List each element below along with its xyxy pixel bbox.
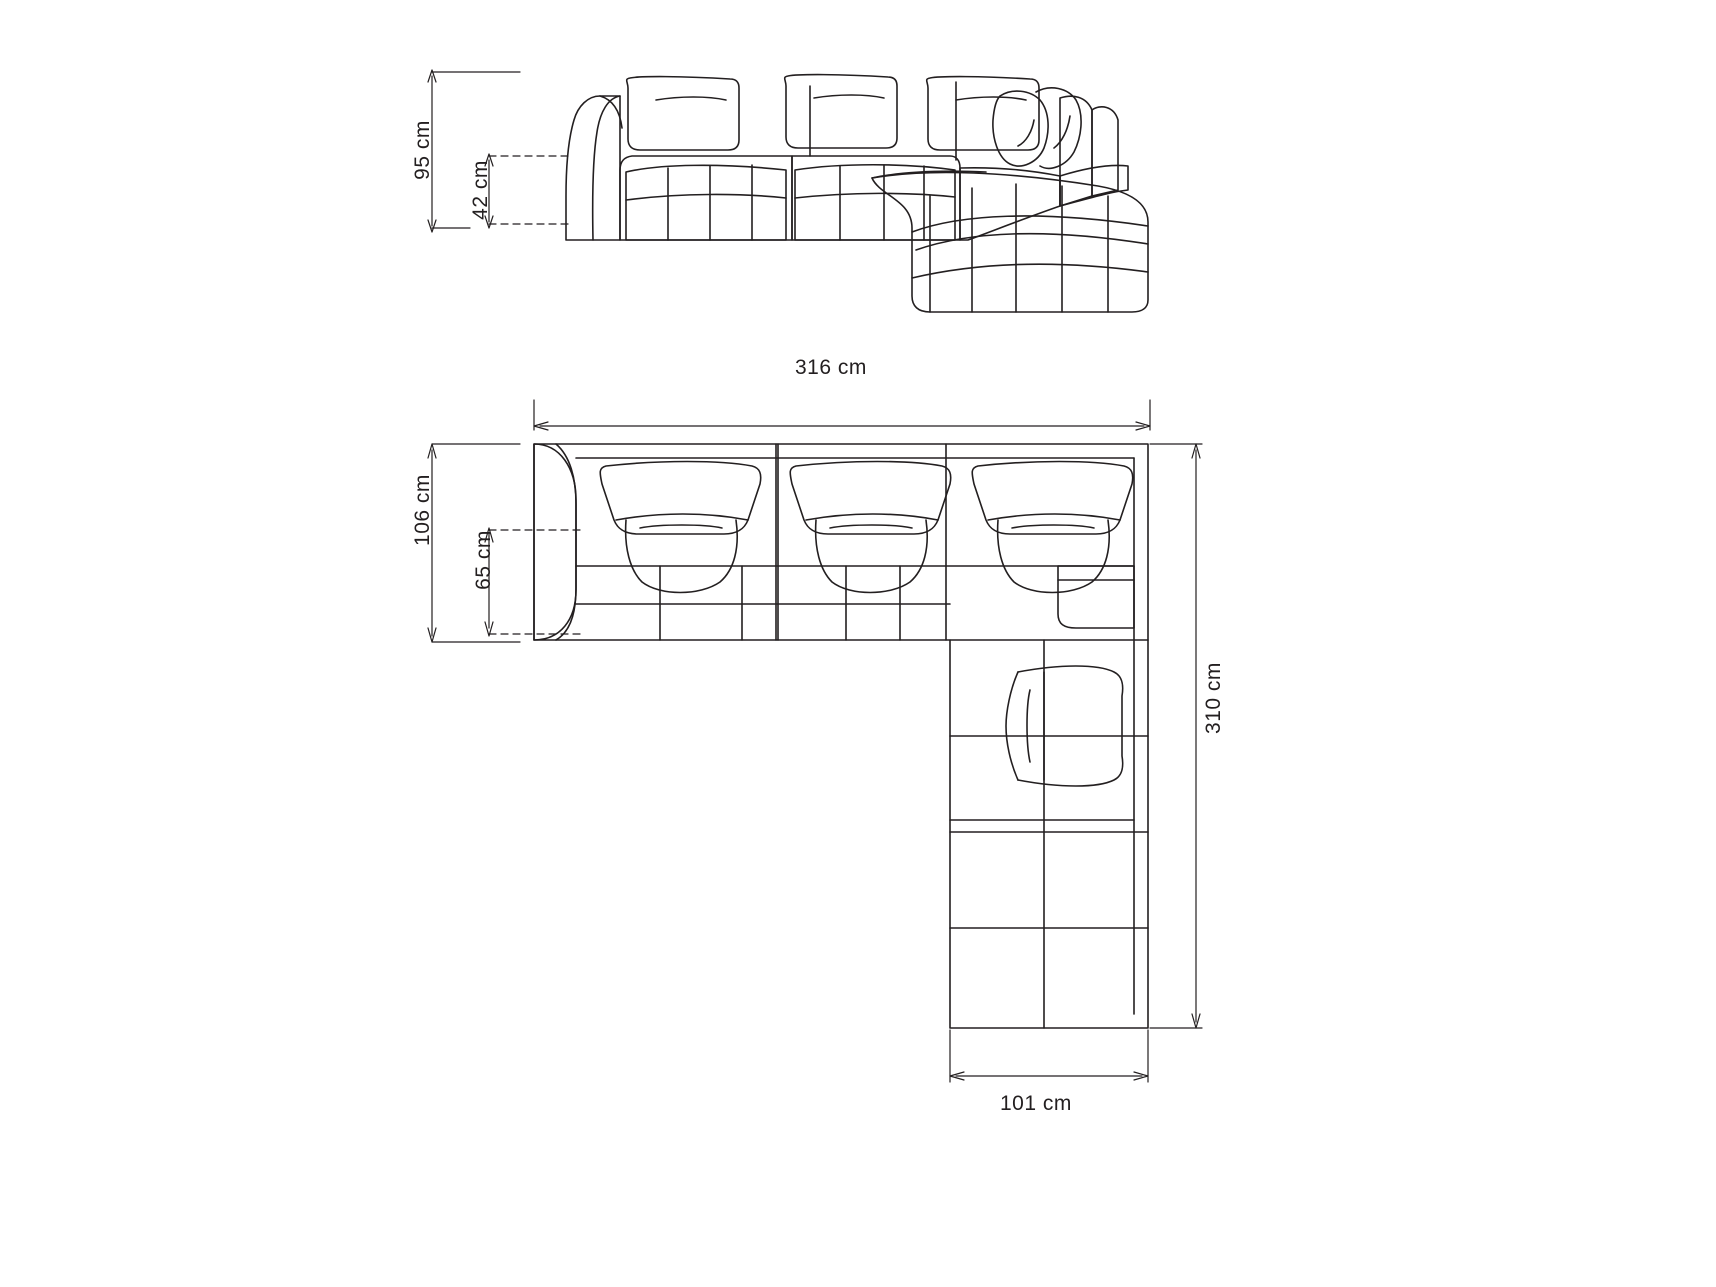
dimension-label-height-95: 95 cm xyxy=(411,120,434,180)
dimension-label-depth-106: 106 cm xyxy=(411,474,434,546)
top-plan-sofa xyxy=(534,444,1148,1028)
front-elevation-dimensions xyxy=(428,70,572,232)
top-plan-dimensions xyxy=(428,400,1202,1082)
dimension-label-length-310: 310 cm xyxy=(1202,662,1225,734)
front-elevation-sofa xyxy=(566,75,1148,312)
dimension-label-width-316: 316 cm xyxy=(795,356,867,379)
dimension-label-depth-65: 65 cm xyxy=(472,530,495,590)
dimension-label-width-101: 101 cm xyxy=(1000,1092,1072,1115)
dimension-label-height-42: 42 cm xyxy=(469,160,492,220)
